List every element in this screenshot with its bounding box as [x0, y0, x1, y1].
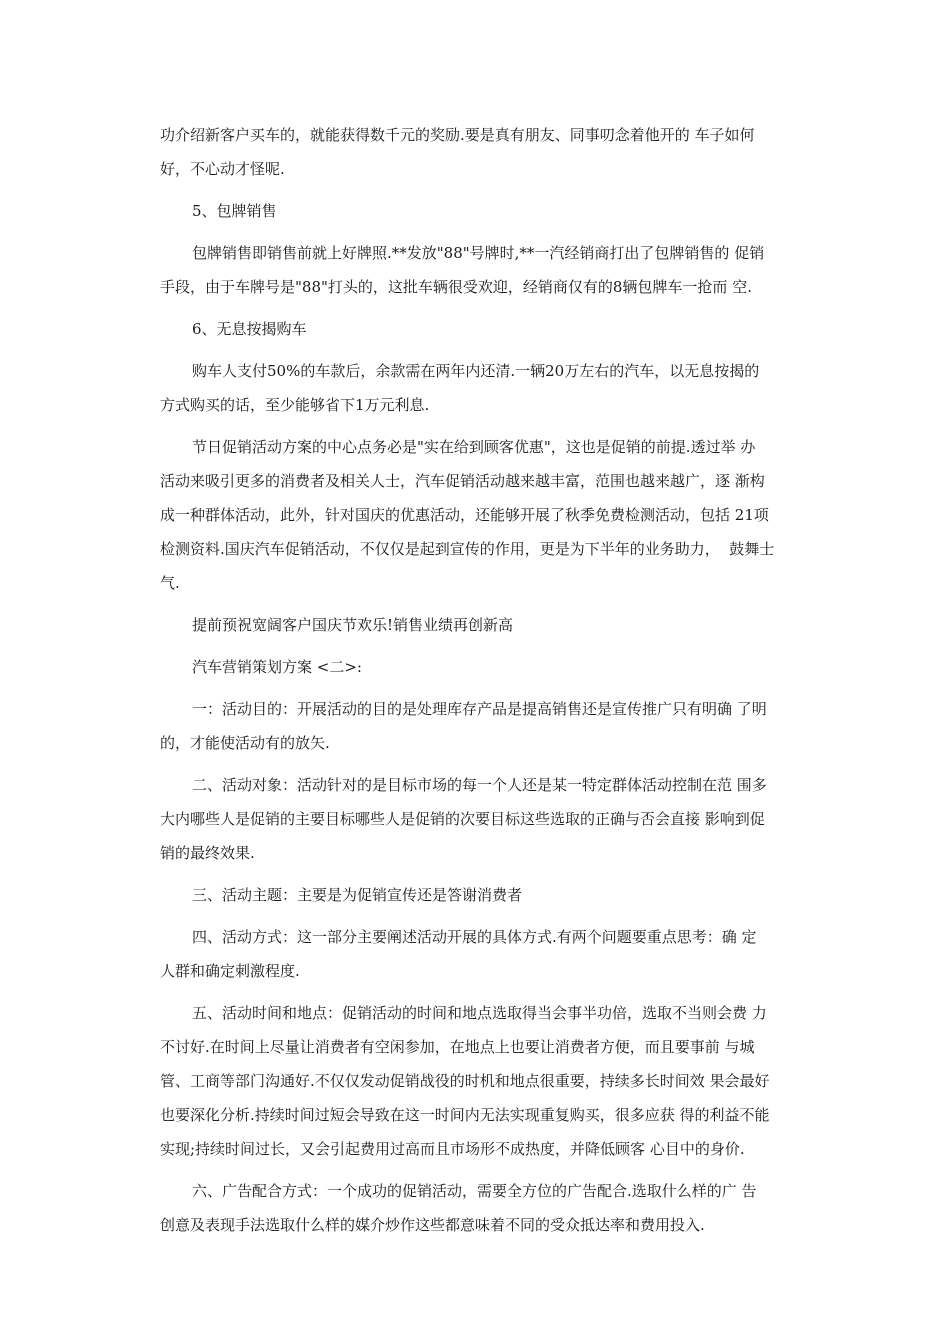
text-line: 包牌销售即销售前就上好牌照.**发放"88"号牌时,**一汽经销商打出了包牌销售的 促销 — [192, 244, 765, 262]
text-line: 人群和确定刺激程度. — [160, 962, 300, 980]
text-line: 创意及表现手法选取什么样的媒介炒作这些都意味着不同的受众抵达率和费用投入. — [160, 1216, 705, 1234]
section-title — [160, 650, 820, 684]
paragraph — [160, 920, 820, 988]
paragraph — [160, 878, 820, 912]
text-line: 三、活动主题：主要是为促销宣传还是答谢消费者 — [192, 886, 523, 904]
text-line: 实现;持续时间过长，又会引起费用过高而且市场形不成热度，并降低顾客 心目中的身价. — [160, 1140, 745, 1158]
text-line: 五、活动时间和地点：促销活动的时间和地点选取得当会事半功倍，选取不当则会费 力 — [192, 1004, 767, 1022]
paragraph — [160, 692, 820, 760]
text-line: 检测资料.国庆汽车促销活动，不仅仅是起到宣传的作用，更是为下半年的业务助力， 鼓舞士 — [160, 540, 775, 558]
paragraph — [160, 768, 820, 870]
text-line: 二、活动对象：活动针对的是目标市场的每一个人还是某一特定群体活动控制在范 围多 — [192, 776, 767, 794]
text-line: 销的最终效果. — [160, 844, 255, 862]
text-line: 管、工商等部门沟通好.不仅仅发动促销战役的时机和地点很重要，持续多长时间效 果会最好 — [160, 1072, 770, 1090]
text-line: 大内哪些人是促销的主要目标哪些人是促销的次要目标这些选取的正确与否会直接 影响到促 — [160, 810, 765, 828]
text-line: 节日促销活动方案的中心点务必是"实在给到顾客优惠"，这也是促销的前提.透过举 办 — [192, 438, 756, 456]
text-line: 好，不心动才怪呢. — [160, 160, 285, 178]
paragraph — [160, 608, 820, 642]
text-line: 5、包牌销售 — [192, 202, 277, 220]
section-heading — [160, 312, 820, 346]
paragraph — [160, 236, 820, 304]
text-line: 一：活动目的：开展活动的目的是处理库存产品是提高销售还是宣传推广只有明确 了明 — [192, 700, 767, 718]
text-line: 的，才能使活动有的放矢. — [160, 734, 330, 752]
text-line: 气. — [160, 574, 180, 592]
text-line: 方式购买的话，至少能够省下1万元利息. — [160, 396, 430, 414]
paragraph — [160, 354, 820, 422]
paragraph — [160, 1174, 820, 1242]
paragraph — [160, 996, 820, 1166]
text-line: 提前预祝宽阔客户国庆节欢乐!销售业绩再创新高 — [192, 616, 514, 634]
text-line: 汽车营销策划方案 <二>: — [192, 658, 362, 676]
text-line: 手段，由于车牌号是"88"打头的，这批车辆很受欢迎，经销商仅有的8辆包牌车一抢而 空. — [160, 278, 752, 296]
document-page — [160, 118, 820, 1242]
text-line: 成一种群体活动，此外，针对国庆的优惠活动，还能够开展了秋季免费检测活动，包括 21项 — [160, 506, 769, 524]
text-line: 6、无息按揭购车 — [192, 320, 307, 338]
text-line: 四、活动方式：这一部分主要阐述活动开展的具体方式.有两个问题要重点思考：确 定 — [192, 928, 757, 946]
text-line: 不讨好.在时间上尽量让消费者有空闲参加，在地点上也要让消费者方便，而且要事前 与城 — [160, 1038, 755, 1056]
text-line: 六、广告配合方式：一个成功的促销活动，需要全方位的广告配合.选取什么样的广 告 — [192, 1182, 757, 1200]
section-heading — [160, 194, 820, 228]
paragraph — [160, 430, 820, 600]
paragraph — [160, 118, 820, 186]
text-line: 活动来吸引更多的消费者及相关人士，汽车促销活动越来越丰富，范围也越来越广，逐 渐构 — [160, 472, 765, 490]
text-line: 功介绍新客户买车的，就能获得数千元的奖励.要是真有朋友、同事叨念着他开的 车子如何 — [160, 126, 755, 144]
text-line: 购车人支付50%的车款后，余款需在两年内还清.一辆20万左右的汽车，以无息按揭的 — [192, 362, 760, 380]
text-line: 也要深化分析.持续时间过短会导致在这一时间内无法实现重复购买，很多应获 得的利益不能 — [160, 1106, 770, 1124]
